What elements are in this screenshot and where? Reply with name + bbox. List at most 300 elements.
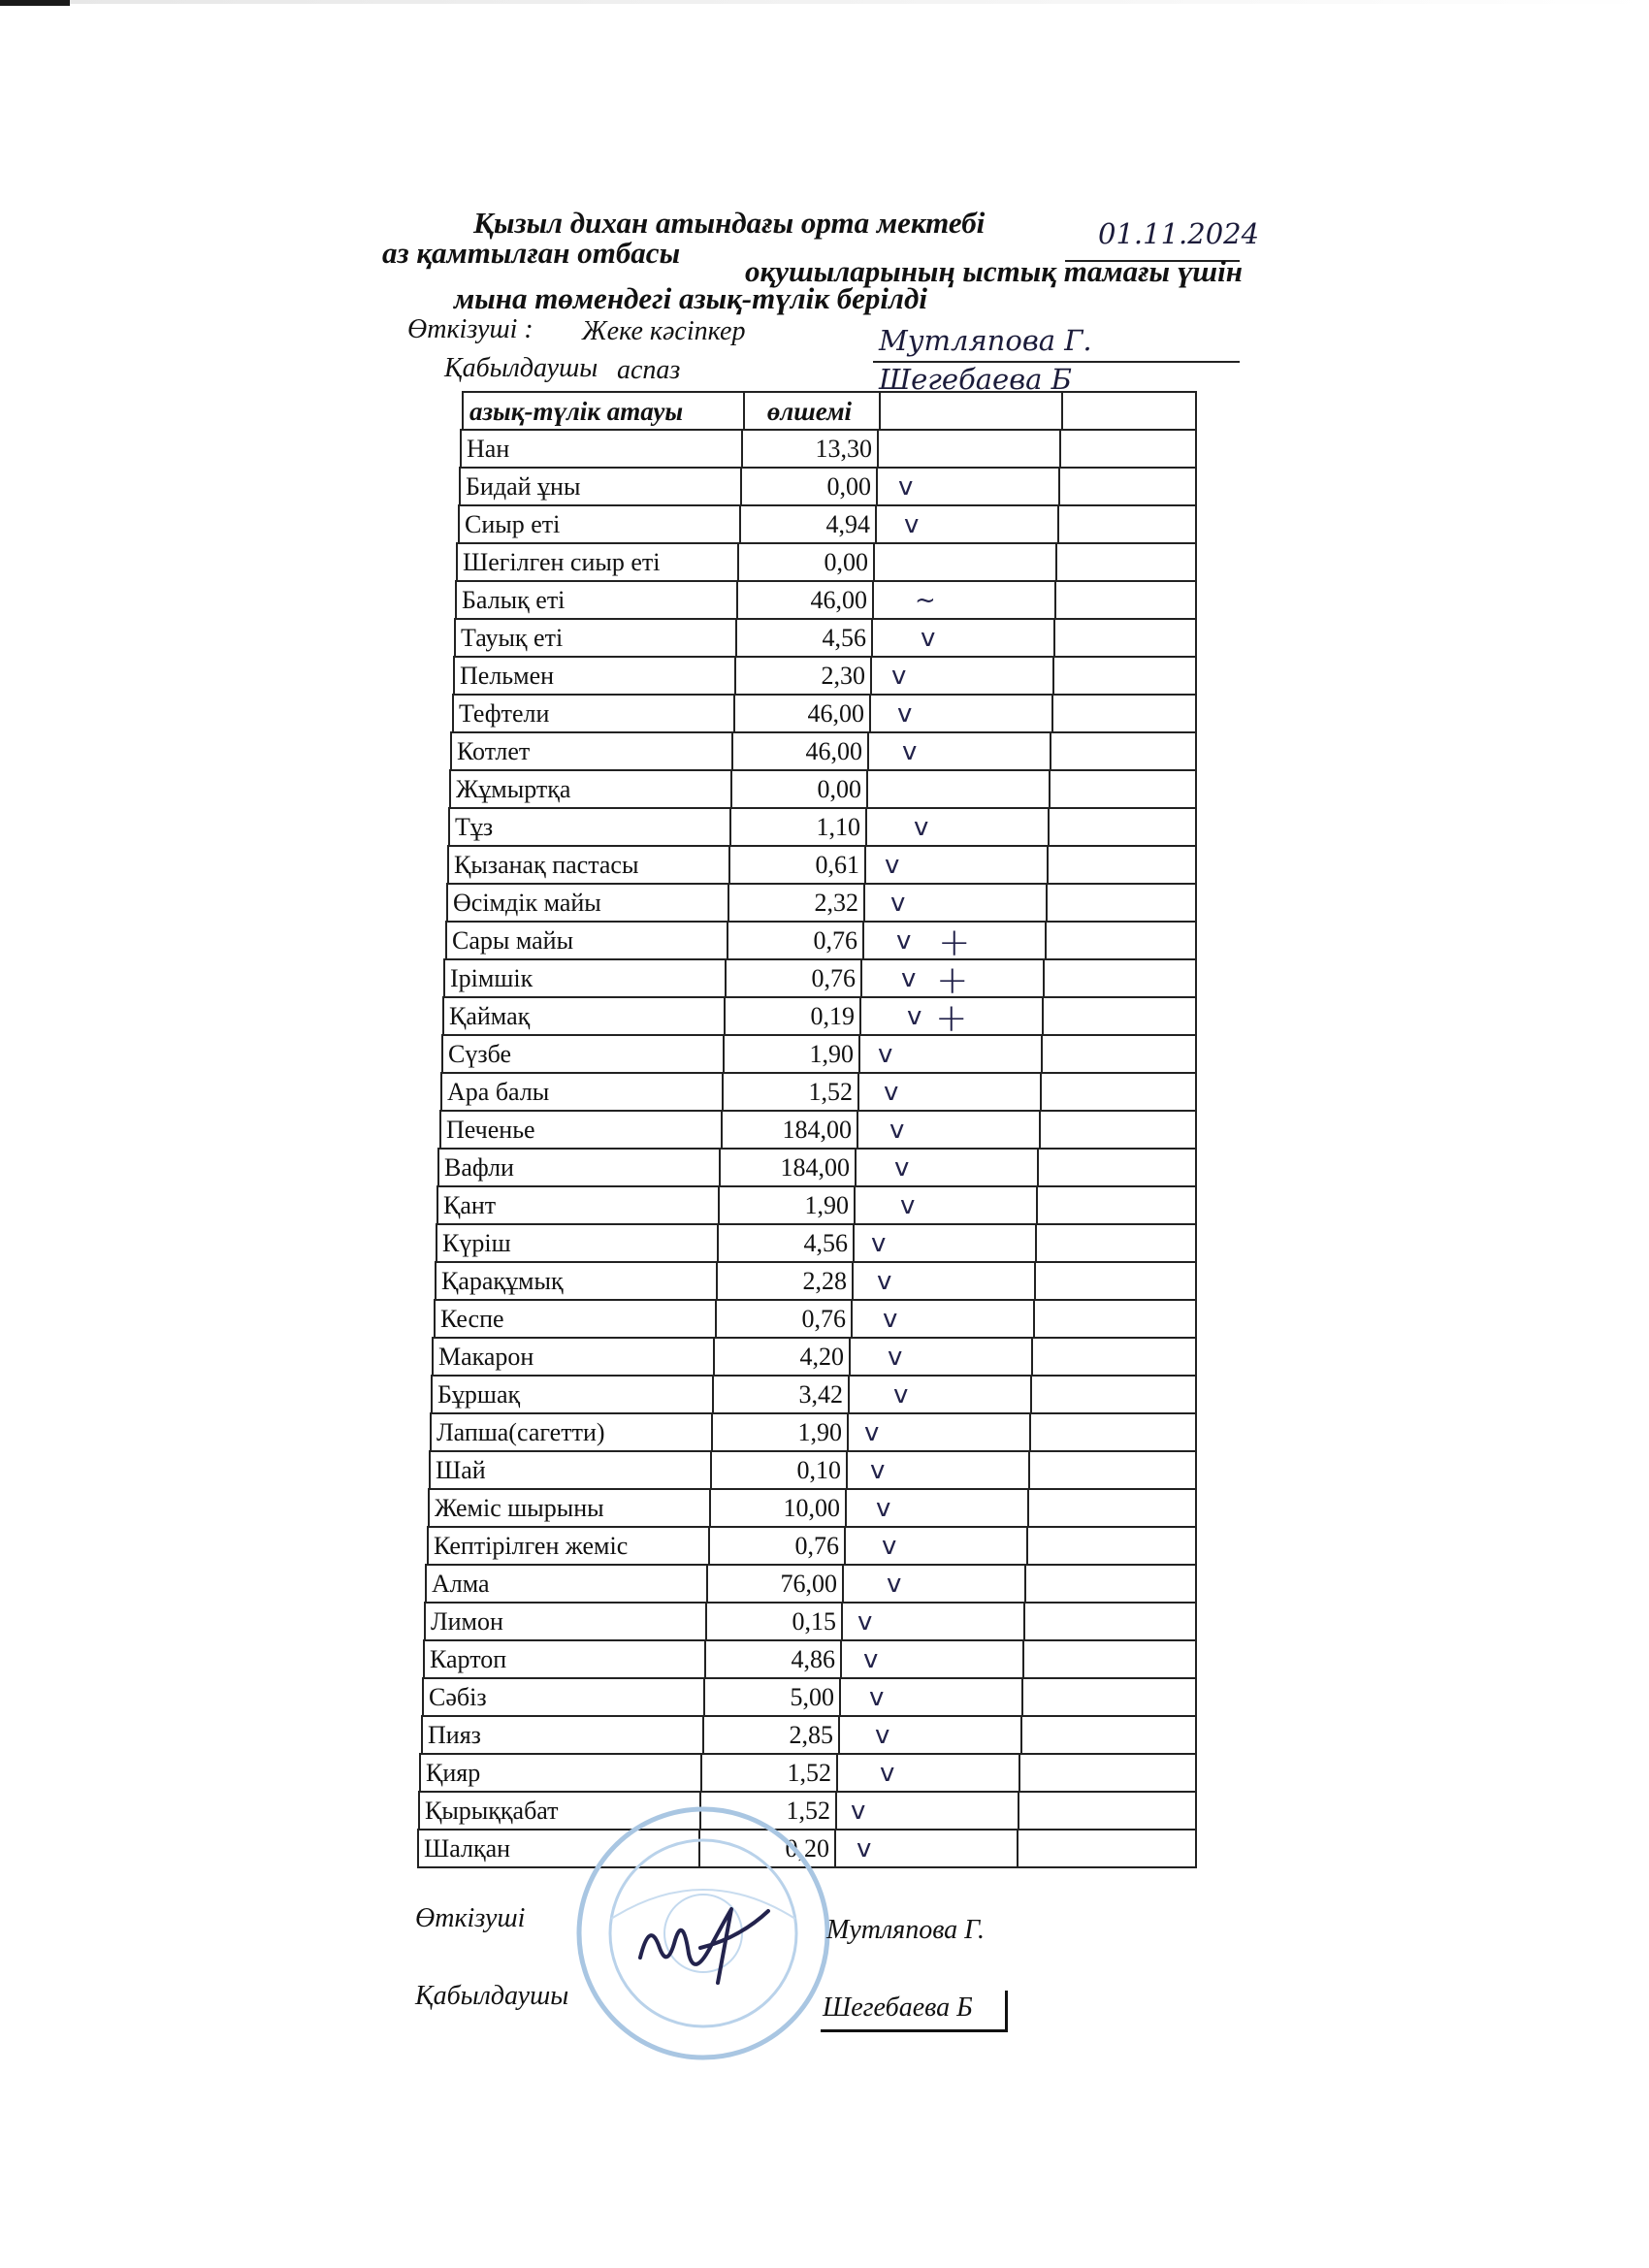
product-name: Жұмыртқа [456,775,571,803]
product-name: Қияр [426,1759,481,1787]
table-cell [437,1150,719,1187]
table-cell [705,1604,841,1641]
product-name: Шегілген сиыр еті [463,548,661,576]
table-row [454,618,1197,658]
table-cell [857,1112,1039,1150]
product-quantity: 0,76 [813,926,857,955]
table-cell [436,1225,717,1263]
table-cell [1055,544,1197,582]
table-cell [1022,1641,1197,1679]
product-quantity: 1,90 [797,1418,842,1446]
table-cell [717,1225,853,1263]
check-mark-icon: v [904,510,920,539]
table-cell [862,921,1045,965]
table-row [436,1223,1197,1263]
table-cell [421,1717,702,1755]
product-name: Сәбіз [429,1683,487,1711]
table-cell [1048,809,1197,847]
product-name: Печенье [446,1116,535,1144]
table-cell [453,658,734,696]
table-cell [427,1528,708,1566]
product-name: Балық еті [462,586,566,614]
table-cell [715,1301,851,1339]
table-cell [441,1036,723,1074]
table-cell [456,544,737,582]
check-mark-icon: v [870,1456,886,1485]
table-cell [846,1452,1028,1490]
table-cell [1053,620,1197,658]
table-cell [458,506,739,544]
table-row [453,656,1197,696]
table-cell [725,960,860,998]
table-cell [446,885,728,923]
check-mark-icon: v [871,1229,887,1258]
table-cell [1036,1187,1197,1225]
header-cell [1061,393,1197,431]
table-cell [872,582,1054,620]
table-cell [1017,1831,1197,1868]
check-mark-icon: v [857,1607,873,1636]
product-name: Тауық еті [461,624,564,652]
table-cell [449,771,730,809]
check-mark-icon: v [900,1191,916,1220]
table-cell [730,771,866,809]
check-mark-icon: v [902,737,918,766]
product-quantity: 0,76 [801,1305,846,1333]
table-cell [857,1074,1040,1112]
check-mark-icon: v [921,624,936,653]
product-name: Шалқан [424,1834,511,1863]
supplier-type: Жеке кәсіпкер [582,316,746,346]
product-quantity: 0,76 [811,964,856,992]
footer-supplier-label: Өткізуші [415,1903,526,1933]
table-cell [439,1112,721,1150]
table-cell [869,696,1051,733]
table-cell [716,1263,852,1301]
check-mark-icon: v [878,1040,893,1069]
product-name: Сиыр еті [465,510,561,538]
product-quantity: 13,30 [815,435,872,463]
table-cell [459,469,740,506]
table-cell [1039,1112,1197,1150]
table-cell [718,1187,854,1225]
product-name: Вафли [444,1153,514,1182]
table-cell [1024,1566,1197,1604]
table-row [435,1261,1197,1301]
product-name: Шай [436,1456,486,1484]
product-quantity: 0,10 [796,1456,841,1484]
check-mark-icon: v [889,1116,905,1145]
table-cell [434,1301,715,1339]
table-cell [430,1414,711,1452]
table-row [434,1299,1197,1339]
table-cell [727,923,862,960]
check-mark-icon: v [893,1380,909,1409]
product-quantity: 0,19 [810,1002,855,1030]
product-name: Лапша(сагетти) [436,1418,605,1446]
table-cell [847,1414,1029,1452]
receiver-name: Шегебаева Б [879,363,1072,396]
table-cell [867,733,1050,771]
table-cell [431,1377,712,1414]
table-cell [733,696,869,733]
table-cell [739,506,875,544]
table-cell [1049,771,1197,809]
table-cell [1030,1377,1197,1414]
table-cell [454,620,735,658]
table-cell [1031,1339,1197,1377]
table-row [439,1110,1197,1150]
table-cell [728,847,864,885]
product-name: Лимон [431,1607,503,1636]
product-quantity: 0,00 [826,472,871,501]
table-cell [704,1641,840,1679]
check-mark-icon: v [877,1267,892,1296]
product-name: Ірімшік [450,964,534,992]
product-quantity: 2,30 [821,662,865,690]
table-cell [448,809,729,847]
table-cell [710,1452,846,1490]
table-row [449,769,1197,809]
table-cell [854,1187,1036,1225]
school-title: Қызыл дихан атындағы орта мектебі [473,206,986,240]
table-cell [436,1187,718,1225]
table-cell [1018,1755,1197,1793]
table-cell [852,1263,1034,1301]
product-name: Бидай ұны [466,472,581,501]
product-name: Сүзбе [448,1040,512,1068]
product-name: Қаймақ [449,1002,531,1030]
product-name: Тефтели [459,699,550,728]
table-cell [724,998,859,1036]
table-cell [844,1528,1026,1566]
table-row [422,1677,1197,1717]
table-cell [452,696,733,733]
table-row [428,1488,1197,1528]
table-cell [1043,960,1197,998]
table-cell [1018,1793,1197,1831]
table-cell [1046,885,1197,923]
table-cell [729,809,865,847]
product-quantity: 0,00 [817,775,861,803]
document-date: 01.11.2024 [1098,217,1260,250]
product-name: Кеспе [440,1305,504,1333]
table-cell [865,809,1048,847]
table-row [447,845,1197,885]
table-cell [435,1263,716,1301]
product-quantity: 4,86 [791,1645,835,1673]
header-line-2-left: аз қамтылған отбасы [382,236,681,270]
table-cell [735,620,871,658]
check-mark-icon: v [875,1721,890,1750]
check-mark-icon: v [887,1570,902,1599]
plus-mark-icon: + [938,921,971,965]
check-mark-icon: v [857,1834,872,1863]
header-cell [462,393,743,431]
table-cell [425,1566,706,1604]
check-mark-icon: ~ [915,586,936,615]
table-cell [1035,1225,1197,1263]
table-cell [845,1490,1027,1528]
check-mark-icon: v [891,662,907,691]
table-cell [864,847,1047,885]
table-row [441,1034,1197,1074]
product-quantity: 1,90 [804,1191,849,1219]
footer-receiver-name: Шегебаева Б [823,1993,973,2023]
table-cell [1045,923,1197,960]
column-header: өлшемі [766,397,853,426]
product-name: Пельмен [460,662,555,690]
table-row [437,1148,1197,1187]
product-quantity: 5,00 [790,1683,834,1711]
footer-supplier-name: Мутляпова Г. [826,1915,985,1945]
table-cell [870,658,1052,696]
table-cell [873,544,1055,582]
check-mark-icon: v [864,1418,880,1447]
table-row [425,1564,1197,1604]
check-mark-icon: v [876,1494,891,1523]
table-cell [859,996,1042,1041]
product-quantity: 4,56 [822,624,866,652]
table-cell [1027,1490,1197,1528]
table-row [430,1412,1197,1452]
table-cell [835,1793,1018,1831]
product-name: Нан [467,435,510,463]
table-row [445,921,1197,965]
table-cell [1026,1528,1197,1566]
table-cell [719,1150,855,1187]
product-quantity: 184,00 [782,1116,852,1144]
table-row [421,1715,1197,1755]
receiver-label: Қабылдаушы [444,353,598,383]
check-mark-icon: v [897,699,913,729]
table-cell [1054,582,1197,620]
supplier-label: Өткізуші : [407,314,534,344]
check-mark-icon: v [914,813,929,842]
table-cell [700,1755,836,1793]
table-cell [737,544,873,582]
table-cell [836,1755,1018,1793]
table-cell [1047,847,1197,885]
check-mark-icon: v [907,1002,922,1031]
product-name: Бұршақ [437,1380,521,1409]
table-cell [1021,1679,1197,1717]
table-row [446,883,1197,923]
product-name: Күріш [442,1229,511,1257]
table-cell [860,958,1043,1003]
table-cell [849,1339,1031,1377]
table-cell [706,1566,842,1604]
product-name: Жеміс шырыны [435,1494,604,1522]
table-cell [740,469,876,506]
table-cell [712,1377,848,1414]
table-row [456,542,1197,582]
table-row [436,1185,1197,1225]
table-row [452,694,1197,733]
table-cell [1034,1263,1197,1301]
table-row [458,504,1197,544]
table-cell [708,1528,844,1566]
table-cell [1040,1074,1197,1112]
table-cell [447,847,728,885]
table-row [432,1337,1197,1377]
table-cell [1029,1414,1197,1452]
check-mark-icon: v [869,1683,885,1712]
product-name: Сары майы [452,926,574,955]
table-cell [848,1377,1030,1414]
table-row [455,580,1197,620]
table-cell [853,1225,1035,1263]
check-mark-icon: v [884,1078,899,1107]
check-mark-icon: v [896,926,912,956]
header-cell [879,393,1061,431]
table-cell [1050,733,1197,771]
receiver-name-bracket [821,1991,1008,2032]
table-cell [842,1566,1024,1604]
check-mark-icon: v [880,1759,895,1788]
table-cell [866,771,1049,809]
table-cell [1058,469,1197,506]
table-row [460,429,1197,469]
table-row [423,1639,1197,1679]
table-cell [1023,1604,1197,1641]
product-name: Қарақұмық [441,1267,564,1295]
plus-mark-icon: + [936,958,969,1003]
product-quantity: 0,15 [792,1607,836,1636]
check-mark-icon: v [882,1532,897,1561]
table-cell [839,1679,1021,1717]
table-header-row [462,391,1197,431]
column-header: азық-түлік атауы [469,397,684,426]
product-quantity: 2,28 [802,1267,847,1295]
product-name: Пияз [428,1721,481,1749]
table-cell [440,1074,722,1112]
product-quantity: 76,00 [780,1570,837,1598]
product-name: Өсімдік майы [453,889,601,917]
product-quantity: 0,00 [824,548,868,576]
check-mark-icon: v [894,1153,910,1183]
header-line-3: мына төмендегі азық-түлік берілді [454,281,927,315]
product-quantity: 1,52 [786,1797,830,1825]
table-row [442,996,1197,1041]
table-cell [841,1604,1023,1641]
product-quantity: 0,20 [785,1834,829,1863]
product-quantity: 46,00 [807,699,864,728]
table-cell [702,1717,838,1755]
header-cell [743,393,879,431]
product-quantity: 2,85 [789,1721,833,1749]
table-cell [460,431,741,469]
table-cell [1057,506,1197,544]
table-cell [1020,1717,1197,1755]
receiver-role: аспаз [617,355,681,385]
table-cell [871,620,1053,658]
product-quantity: 10,00 [783,1494,840,1522]
table-cell [1042,998,1197,1036]
table-cell [736,582,872,620]
product-quantity: 46,00 [810,586,867,614]
product-quantity: 46,00 [805,737,862,765]
table-cell [711,1414,847,1452]
table-row [459,467,1197,506]
table-cell [442,998,724,1036]
table-cell [728,885,863,923]
product-quantity: 1,90 [809,1040,854,1068]
signature [632,1890,778,1996]
table-row [424,1602,1197,1641]
table-cell [423,1641,704,1679]
table-cell [875,506,1057,544]
check-mark-icon: v [851,1797,866,1826]
table-cell [723,1036,858,1074]
table-cell [1051,696,1197,733]
table-cell [703,1679,839,1717]
table-cell [445,923,727,960]
check-mark-icon: v [901,964,917,993]
check-mark-icon: v [863,1645,879,1674]
table-cell [855,1150,1037,1187]
table-cell [1037,1150,1197,1187]
product-quantity: 1,52 [808,1078,853,1106]
check-mark-icon: v [888,1343,903,1372]
table-cell [858,1036,1041,1074]
table-cell [713,1339,849,1377]
product-quantity: 0,76 [794,1532,839,1560]
product-quantity: 4,20 [799,1343,844,1371]
table-cell [722,1074,857,1112]
check-mark-icon: v [890,889,906,918]
table-cell [450,733,731,771]
table-cell [1041,1036,1197,1074]
table-row [440,1072,1197,1112]
product-name: Қырыққабат [425,1797,559,1825]
table-cell [863,885,1046,923]
product-quantity: 184,00 [780,1153,850,1182]
footer-receiver-label: Қабылдаушы [415,1981,569,2011]
table-cell [851,1301,1033,1339]
table-cell [877,431,1059,469]
product-name: Қызанақ пастасы [454,851,639,879]
product-quantity: 4,56 [803,1229,848,1257]
table-cell [419,1755,700,1793]
table-cell [1033,1301,1197,1339]
table-cell [876,469,1058,506]
table-cell [834,1831,1017,1868]
check-mark-icon: v [885,851,900,880]
table-cell [432,1339,713,1377]
product-quantity: 1,10 [816,813,860,841]
table-cell [1028,1452,1197,1490]
table-cell [840,1641,1022,1679]
product-quantity: 2,32 [814,889,858,917]
table-row [429,1450,1197,1490]
table-cell [838,1717,1020,1755]
table-row [450,731,1197,771]
product-name: Котлет [457,737,531,765]
product-quantity: 0,61 [815,851,859,879]
table-cell [422,1679,703,1717]
product-name: Макарон [438,1343,534,1371]
table-cell [443,960,725,998]
product-name: Кептірілген жеміс [434,1532,629,1560]
check-mark-icon: v [883,1305,898,1334]
table-cell [1052,658,1197,696]
table-row [427,1526,1197,1566]
table-cell [709,1490,845,1528]
table-cell [741,431,877,469]
product-name: Алма [432,1570,490,1598]
header-line-2-right: оқушыларының ыстық тамағы үшін [745,254,1243,288]
